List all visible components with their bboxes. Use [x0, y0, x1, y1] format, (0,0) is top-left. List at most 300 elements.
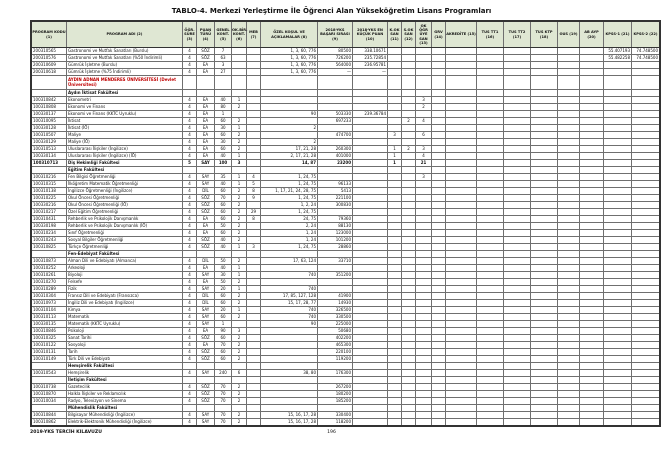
cell-kpss1: 55.407193 [604, 48, 632, 55]
cell-ad: Uluslararası İlişkiler (İngilizce) [67, 146, 183, 153]
cell-kosul: 1, 17, 21, 24, 28, 75 [261, 188, 318, 195]
cell-ous [558, 370, 580, 377]
cell-sira: 326500 [318, 307, 353, 314]
cell-abayp [580, 104, 604, 111]
cell-okbir: 2 [232, 223, 247, 230]
cell-c14 [432, 97, 446, 104]
cell-sure: 4 [183, 349, 197, 356]
cell-kont: 40 [215, 244, 232, 251]
cell-okbir [232, 76, 247, 90]
program-row [31, 384, 660, 391]
cell-kont: 90 [215, 328, 232, 335]
cell-ous [558, 377, 580, 384]
cell-abayp [580, 153, 604, 160]
cell-kpss2 [632, 118, 661, 125]
cell-kosul: 1, 24, 75 [261, 174, 318, 181]
cell-kpss1 [604, 69, 632, 76]
cell-c12 [402, 321, 416, 328]
cell-tus2 [504, 69, 531, 76]
cell-c14 [432, 188, 446, 195]
cell-sure: 4 [183, 223, 197, 230]
cell-tusktp [531, 216, 558, 223]
cell-ad: Okul Öncesi Öğretmenliği [67, 195, 183, 202]
cell-ous [558, 258, 580, 265]
cell-c11 [388, 258, 402, 265]
cell-c13 [416, 398, 432, 405]
cell-c11 [388, 356, 402, 363]
cell-kosul [261, 251, 318, 258]
cell-sure: 4 [183, 55, 197, 62]
cell-sira [318, 90, 353, 97]
cell-ad: Sınıf Öğretmenliği [67, 230, 183, 237]
cell-meb [247, 69, 261, 76]
cell-okbir [232, 251, 247, 258]
cell-okbir: 6 [232, 370, 247, 377]
cell-c13 [416, 328, 432, 335]
cell-kpss1 [604, 195, 632, 202]
cell-kod: 100310431 [31, 216, 67, 223]
cell-abayp [580, 118, 604, 125]
cell-okbir: 2 [232, 209, 247, 216]
cell-tus1 [477, 167, 504, 174]
cell-ad: Özel Eğitim Öğretmenliği [67, 209, 183, 216]
cell-meb [247, 48, 261, 55]
cell-c12 [402, 202, 416, 209]
cell-ptur: SAY [197, 321, 215, 328]
cell-tusktp [531, 55, 558, 62]
cell-okbir: 2 [232, 419, 247, 427]
cell-kosul: 15, 16, 17, 28 [261, 412, 318, 419]
cell-ad: İktisat [67, 118, 183, 125]
cell-c12 [402, 174, 416, 181]
cell-c11 [388, 300, 402, 307]
cell-c13 [416, 342, 432, 349]
program-row [31, 230, 660, 237]
cell-ptur: SAY [197, 174, 215, 181]
table-header [31, 21, 660, 48]
cell-ptur: SÖZ [197, 202, 215, 209]
cell-akr [446, 412, 477, 419]
cell-kpss2 [632, 209, 661, 216]
cell-akr [446, 223, 477, 230]
cell-kpss2 [632, 356, 661, 363]
cell-kosul [261, 328, 318, 335]
cell-c12 [402, 132, 416, 139]
cell-kod: 100330134 [31, 153, 67, 160]
cell-kosul [261, 398, 318, 405]
cell-kosul: 740 [261, 272, 318, 279]
cell-kont: 70 [215, 384, 232, 391]
cell-sure: 4 [183, 132, 197, 139]
cell-kod: 100310243 [31, 237, 67, 244]
cell-kpss2 [632, 286, 661, 293]
cell-kosul [261, 104, 318, 111]
footer-page-number: 196 [327, 430, 336, 435]
cell-ous [558, 307, 580, 314]
program-row [31, 104, 660, 111]
cell-abayp [580, 370, 604, 377]
cell-kod: 100310870 [31, 391, 67, 398]
cell-ad: Halkla İlişkiler ve Reklamcılık [67, 391, 183, 398]
cell-kosul: 1, 3, 60, 776 [261, 62, 318, 69]
cell-ptur: EA [197, 139, 215, 146]
cell-ad: Mühendislik Fakültesi [67, 405, 183, 412]
cell-c11 [388, 265, 402, 272]
cell-kosul: 2, 24 [261, 223, 318, 230]
cell-kpss2 [632, 419, 661, 427]
cell-kpss1 [604, 230, 632, 237]
cell-sira: 33710 [318, 258, 353, 265]
cell-abayp [580, 293, 604, 300]
cell-c13 [416, 349, 432, 356]
program-row [31, 132, 660, 139]
program-row [31, 328, 660, 335]
cell-puan [353, 293, 388, 300]
cell-tus1 [477, 342, 504, 349]
cell-ad: Radyo, Televizyon ve Sinema [67, 398, 183, 405]
cell-kod [31, 76, 67, 90]
cell-c11 [388, 230, 402, 237]
cell-c11 [388, 349, 402, 356]
cell-tus2 [504, 181, 531, 188]
cell-okbir: 1 [232, 125, 247, 132]
cell-kpss1 [604, 293, 632, 300]
cell-kosul: 1, 24, 75 [261, 195, 318, 202]
cell-c12 [402, 90, 416, 97]
cell-kosul: 14, 87 [261, 160, 318, 167]
cell-kont: 20 [215, 286, 232, 293]
cell-abayp [580, 405, 604, 412]
column-header-tusktp: TUS KTP (18) [531, 21, 558, 48]
cell-meb [247, 258, 261, 265]
cell-c14 [432, 55, 446, 62]
cell-akr [446, 132, 477, 139]
cell-akr [446, 398, 477, 405]
cell-c12 [402, 258, 416, 265]
cell-kosul [261, 97, 318, 104]
cell-ad: Bilgisayar Mühendisliği (İngilizce) [67, 412, 183, 419]
cell-c14 [432, 300, 446, 307]
cell-akr [446, 244, 477, 251]
cell-tus2 [504, 335, 531, 342]
cell-c14 [432, 167, 446, 174]
cell-sure: 4 [183, 118, 197, 125]
cell-kosul [261, 377, 318, 384]
cell-kpss1 [604, 132, 632, 139]
cell-kont: 80 [215, 104, 232, 111]
cell-puan [353, 230, 388, 237]
cell-kont: 60 [215, 293, 232, 300]
cell-sira [318, 209, 353, 216]
cell-puan [353, 363, 388, 370]
cell-tusktp [531, 146, 558, 153]
cell-tus1 [477, 139, 504, 146]
cell-c14 [432, 181, 446, 188]
cell-c13 [416, 419, 432, 427]
cell-c14 [432, 174, 446, 181]
cell-kpss2 [632, 104, 661, 111]
cell-kpss2 [632, 391, 661, 398]
cell-abayp [580, 272, 604, 279]
cell-c13 [416, 167, 432, 174]
cell-kod: 100310507 [31, 132, 67, 139]
cell-ad: İktisat (İÖ) [67, 125, 183, 132]
cell-tusktp [531, 419, 558, 427]
cell-tus1 [477, 286, 504, 293]
cell-sure: 4 [183, 307, 197, 314]
cell-tusktp [531, 160, 558, 167]
cell-puan: — [353, 69, 388, 76]
cell-c13 [416, 307, 432, 314]
cell-tusktp [531, 258, 558, 265]
cell-kont: 60 [215, 202, 232, 209]
cell-meb: 4 [247, 174, 261, 181]
cell-c14 [432, 398, 446, 405]
cell-puan [353, 398, 388, 405]
cell-kont: 60 [215, 300, 232, 307]
cell-tus1 [477, 391, 504, 398]
cell-ptur: SÖZ [197, 237, 215, 244]
cell-tus1 [477, 216, 504, 223]
cell-c13 [416, 244, 432, 251]
cell-meb [247, 90, 261, 97]
cell-ad: Kimya [67, 307, 183, 314]
cell-c13 [416, 223, 432, 230]
cell-puan [353, 139, 388, 146]
cell-ous [558, 62, 580, 69]
cell-kpss1 [604, 412, 632, 419]
cell-puan [353, 307, 388, 314]
cell-c11 [388, 419, 402, 427]
cell-c11 [388, 307, 402, 314]
cell-akr [446, 153, 477, 160]
cell-sira [318, 286, 353, 293]
cell-ptur: SÖZ [197, 48, 215, 55]
cell-puan [353, 419, 388, 427]
cell-tus1 [477, 209, 504, 216]
cell-c11 [388, 62, 402, 69]
cell-sure: 4 [183, 111, 197, 118]
cell-ptur: SÖZ [197, 356, 215, 363]
cell-c13 [416, 293, 432, 300]
cell-tusktp [531, 202, 558, 209]
cell-c12 [402, 125, 416, 132]
cell-c14 [432, 335, 446, 342]
cell-c11 [388, 244, 402, 251]
cell-abayp [580, 202, 604, 209]
cell-ad: Gümrük İşletme (%75 İndirimli) [67, 69, 183, 76]
column-header-abayp: AB AYP (20) [580, 21, 604, 48]
cell-tus1 [477, 125, 504, 132]
cell-kod: 100310304 [31, 293, 67, 300]
cell-kpss2 [632, 167, 661, 174]
cell-ptur: SAY [197, 272, 215, 279]
cell-akr [446, 160, 477, 167]
cell-ptur: EA [197, 223, 215, 230]
cell-puan [353, 251, 388, 258]
cell-tusktp [531, 391, 558, 398]
cell-tus2 [504, 146, 531, 153]
cell-abayp [580, 244, 604, 251]
cell-meb [247, 167, 261, 174]
cell-tus2 [504, 307, 531, 314]
cell-kosul [261, 279, 318, 286]
cell-ous [558, 321, 580, 328]
cell-kod: 100310122 [31, 342, 67, 349]
cell-c13: 3 [416, 146, 432, 153]
cell-abayp [580, 321, 604, 328]
cell-kod: 100310225 [31, 195, 67, 202]
cell-tusktp [531, 300, 558, 307]
cell-sure: 4 [183, 335, 197, 342]
cell-akr [446, 111, 477, 118]
cell-tus2 [504, 104, 531, 111]
cell-kont: 60 [215, 314, 232, 321]
cell-kpss1 [604, 279, 632, 286]
cell-puan [353, 202, 388, 209]
cell-ous [558, 160, 580, 167]
cell-okbir [232, 69, 247, 76]
cell-tus1 [477, 363, 504, 370]
cell-kpss2 [632, 300, 661, 307]
cell-akr [446, 125, 477, 132]
cell-c11: 1 [388, 160, 402, 167]
cell-sira: 351200 [318, 272, 353, 279]
cell-kosul: 38, 80 [261, 370, 318, 377]
cell-kpss1 [604, 314, 632, 321]
cell-ptur [197, 377, 215, 384]
cell-kpss2 [632, 111, 661, 118]
cell-meb [247, 272, 261, 279]
cell-puan [353, 279, 388, 286]
cell-ous [558, 265, 580, 272]
cell-tus1 [477, 90, 504, 97]
cell-tus2 [504, 167, 531, 174]
cell-akr [446, 265, 477, 272]
cell-sure [183, 90, 197, 97]
cell-okbir [232, 167, 247, 174]
cell-c13 [416, 139, 432, 146]
cell-puan [353, 391, 388, 398]
cell-tus2 [504, 293, 531, 300]
cell-tus2 [504, 244, 531, 251]
cell-abayp [580, 209, 604, 216]
column-header-kod: PROGRAM KODU (1) [31, 21, 67, 48]
cell-c14 [432, 293, 446, 300]
cell-c12 [402, 335, 416, 342]
cell-akr [446, 335, 477, 342]
cell-kpss2 [632, 146, 661, 153]
cell-kont: 1 [215, 111, 232, 118]
cell-puan [353, 356, 388, 363]
cell-kod: 100310216 [31, 174, 67, 181]
cell-c13 [416, 216, 432, 223]
cell-abayp [580, 419, 604, 427]
cell-kpss1 [604, 125, 632, 132]
cell-sure: 4 [183, 391, 197, 398]
cell-akr [446, 62, 477, 69]
cell-c14 [432, 209, 446, 216]
cell-kosul: 15, 16, 17, 28 [261, 419, 318, 427]
cell-c12 [402, 55, 416, 62]
cell-c11 [388, 111, 402, 118]
cell-puan [353, 328, 388, 335]
cell-tus1 [477, 321, 504, 328]
cell-c12 [402, 237, 416, 244]
column-header-akr: AKREDİTE (15) [446, 21, 477, 48]
cell-kosul [261, 118, 318, 125]
cell-c14 [432, 349, 446, 356]
cell-kod [31, 251, 67, 258]
cell-kont: 35 [215, 174, 232, 181]
cell-tus2 [504, 55, 531, 62]
cell-tus1 [477, 293, 504, 300]
cell-ad: Hemşirelik [67, 370, 183, 377]
cell-ptur: DİL [197, 293, 215, 300]
cell-tus2 [504, 160, 531, 167]
cell-sira [318, 377, 353, 384]
cell-ous [558, 293, 580, 300]
cell-c12 [402, 160, 416, 167]
cell-kod: 100310842 [31, 97, 67, 104]
cell-c12 [402, 251, 416, 258]
cell-meb [247, 118, 261, 125]
cell-kpss2 [632, 412, 661, 419]
cell-kpss1 [604, 405, 632, 412]
cell-sira: 474700 [318, 132, 353, 139]
cell-tusktp [531, 363, 558, 370]
cell-tus1 [477, 174, 504, 181]
cell-kpss2 [632, 279, 661, 286]
cell-sira: 330500 [318, 314, 353, 321]
cell-kosul [261, 349, 318, 356]
cell-c11 [388, 286, 402, 293]
cell-tus1 [477, 202, 504, 209]
cell-kont: 70 [215, 412, 232, 419]
cell-kpss2 [632, 370, 661, 377]
cell-c12 [402, 188, 416, 195]
cell-ous [558, 69, 580, 76]
cell-c11 [388, 321, 402, 328]
cell-abayp [580, 342, 604, 349]
cell-kod: 100310034 [31, 398, 67, 405]
cell-ous [558, 132, 580, 139]
cell-puan [353, 146, 388, 153]
cell-c11 [388, 209, 402, 216]
cell-sure: 4 [183, 209, 197, 216]
cell-kosul: 1, 2, 24 [261, 202, 318, 209]
cell-akr [446, 349, 477, 356]
cell-meb [247, 405, 261, 412]
program-row [31, 153, 660, 160]
cell-c12 [402, 230, 416, 237]
cell-abayp [580, 181, 604, 188]
cell-c13 [416, 90, 432, 97]
cell-tus1 [477, 195, 504, 202]
cell-meb [247, 202, 261, 209]
faculty-header-row [31, 167, 660, 174]
cell-sure: 4 [183, 237, 197, 244]
cell-meb [247, 293, 261, 300]
cell-sure [183, 251, 197, 258]
cell-meb: 3 [247, 244, 261, 251]
cell-sira [318, 279, 353, 286]
cell-abayp [580, 125, 604, 132]
cell-ptur [197, 405, 215, 412]
cell-akr [446, 139, 477, 146]
cell-tusktp [531, 272, 558, 279]
cell-kpss1 [604, 216, 632, 223]
